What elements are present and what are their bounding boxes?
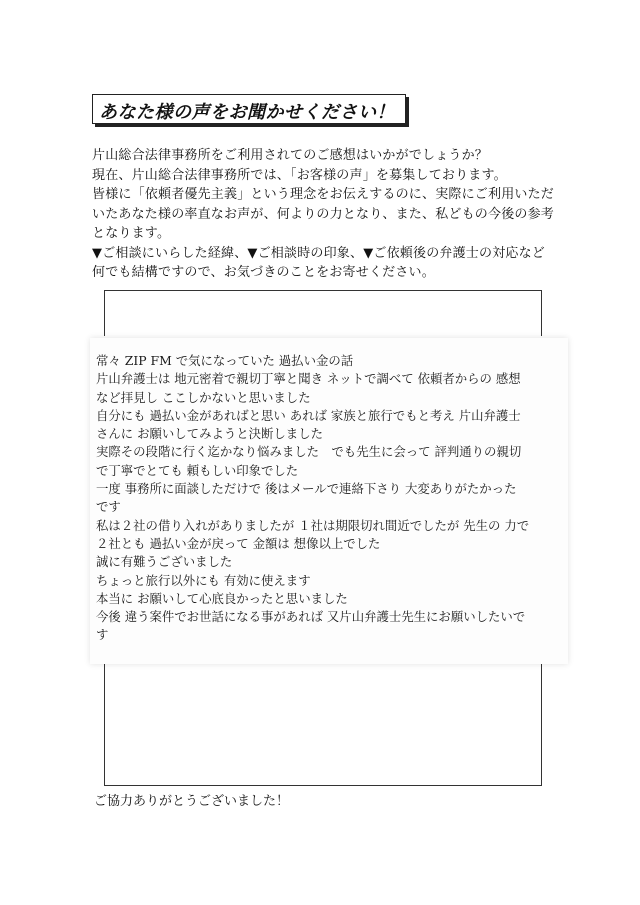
closing-thanks: ご協力ありがとうございました！ — [94, 794, 290, 809]
testimonial-line: 本当に お願いして心底良かったと思いました — [96, 590, 348, 606]
testimonial-line: 自分にも 過払い金があればと思い あれば 家族と旅行でもと考え 片山弁護士 — [96, 407, 521, 423]
testimonial-line: す — [96, 627, 109, 643]
testimonial-lines — [96, 352, 566, 645]
response-frame-top — [104, 290, 542, 336]
testimonial-line: 私は２社の借り入れがありましたが １社は期限切れ間近でしたが 先生の 力で — [96, 517, 530, 533]
intro-text — [92, 146, 562, 283]
heading-box — [92, 94, 406, 124]
page-title: あなた様の声をお聞かせください！ — [99, 102, 395, 123]
testimonial-response — [90, 338, 568, 664]
testimonial-line: 今後 違う案件でお世話になる事があれば 又片山弁護士先生にお願いしたいで — [96, 609, 526, 625]
response-frame-bottom — [104, 664, 542, 786]
testimonial-line: です — [96, 499, 121, 515]
intro-line: いたあなた様の率直なお声が、何よりの力となり、また、私どもの今後の参考 — [92, 206, 555, 222]
intro-line: 片山総合法律事務所をご利用されてのご感想はいかがでしょうか？ — [92, 148, 489, 163]
testimonial-line: 片山弁護士は 地元密着で親切丁寧と聞き ネットで調べて 依頼者からの 感想 — [96, 371, 521, 387]
testimonial-line: 実際その段階に行く迄かなり悩みました でも先生に会って 評判通りの親切 — [96, 444, 522, 460]
testimonial-line: 常々 ZIP FM で気になっていた 過払い金の話 — [96, 353, 354, 368]
intro-line: 現在、片山総合法律事務所では、「お客様の声」を募集しております。 — [92, 167, 507, 183]
testimonial-line: 誠に有難うございました — [96, 554, 233, 570]
testimonial-line: で丁寧でとても 頼もしい印象でした — [96, 462, 299, 478]
testimonial-line: 一度 事務所に面談しただけで 後はメールで連絡下さり 大変ありがたかった — [96, 481, 517, 497]
testimonial-line: など拝見し ここしかないと思いました — [96, 389, 311, 405]
intro-line: となります。 — [92, 226, 171, 241]
testimonial-line: さんに お願いしてみようと決断しました — [96, 426, 323, 442]
testimonial-line: ２社とも 過払い金が戻って 金額は 想像以上でした — [96, 535, 381, 551]
testimonial-line: ちょっと旅行以外にも 有効に使えます — [96, 572, 311, 588]
intro-line: 何でも結構ですので、お気づきのことをお寄せください。 — [92, 265, 435, 280]
intro-line: ▼ご相談にいらした経緯、▼ご相談時の印象、▼ご依頼後の弁護士の対応など — [92, 245, 545, 261]
intro-line: 皆様に「依頼者優先主義」という理念をお伝えするのに、実際にご利用いただ — [92, 187, 555, 202]
